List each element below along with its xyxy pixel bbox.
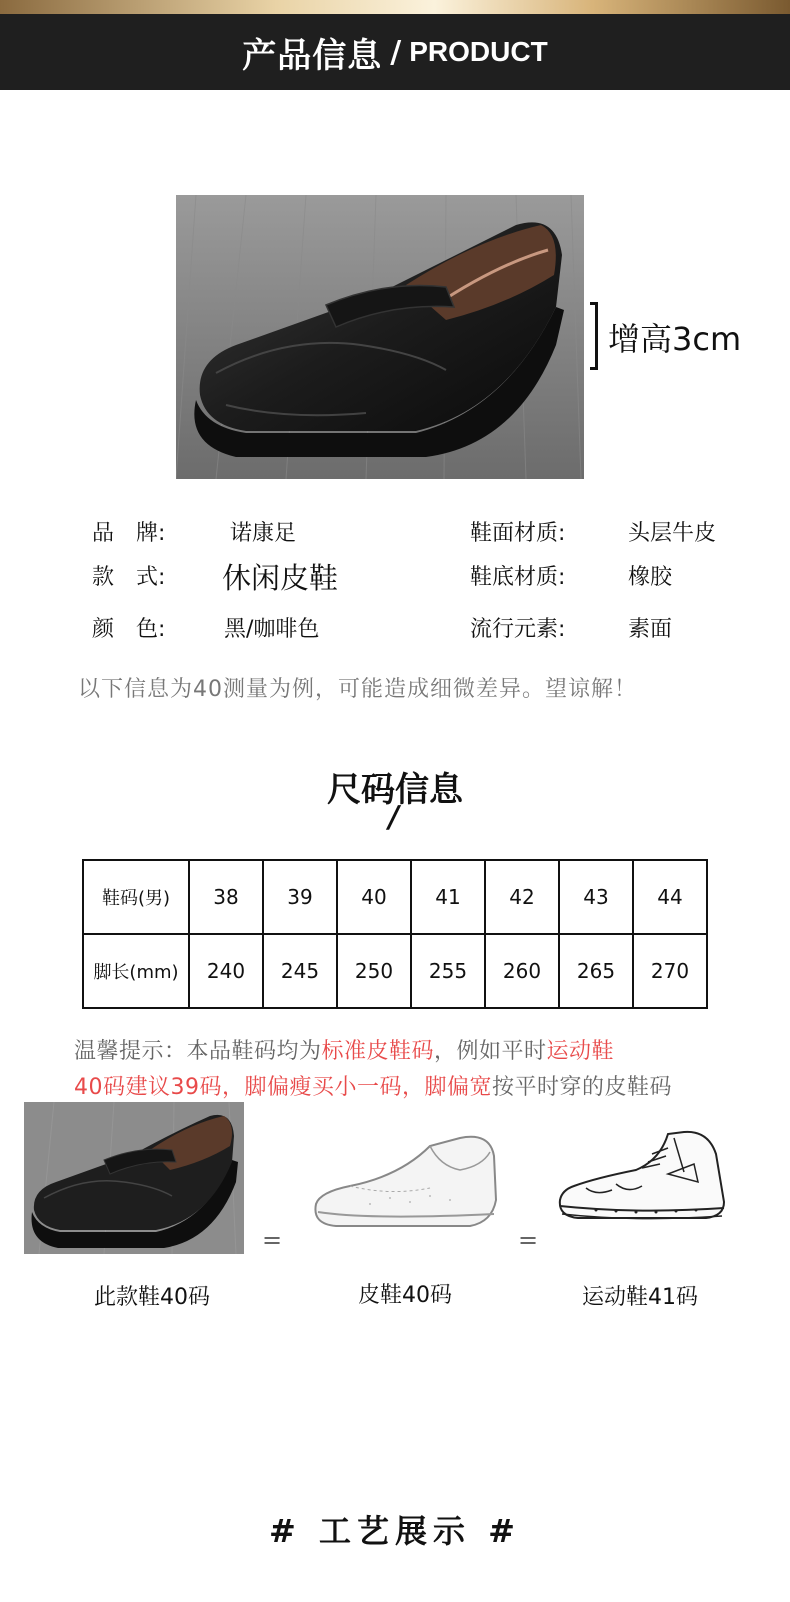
spec-sole-value: 橡胶 — [628, 565, 673, 590]
table-cell: 40 — [337, 860, 411, 934]
table-cell: 240 — [189, 934, 263, 1008]
size-table — [82, 859, 708, 1009]
caption-this-shoe: 此款鞋40码 — [94, 1285, 210, 1310]
heel-height-bracket — [590, 302, 598, 370]
spec-style-label: 款 式: — [92, 565, 166, 590]
tip-highlight: 运动鞋 — [546, 1039, 615, 1064]
table-cell: 39 — [263, 860, 337, 934]
spec-sole-label: 鞋底材质: — [470, 565, 566, 590]
equals-sign: = — [262, 1226, 283, 1254]
spec-element-label: 流行元素: — [470, 617, 566, 642]
table-row-head: 脚长(mm) — [83, 934, 189, 1008]
table-cell: 265 — [559, 934, 633, 1008]
spec-color-value: 黑/咖啡色 — [224, 617, 320, 642]
product-info-banner — [0, 14, 790, 90]
table-cell: 44 — [633, 860, 707, 934]
table-cell: 42 — [485, 860, 559, 934]
size-info-title: 尺码信息 — [327, 770, 463, 810]
spec-brand-label: 品 牌: — [92, 521, 166, 546]
table-cell: 250 — [337, 934, 411, 1008]
sneaker-sketch-icon — [556, 1124, 726, 1232]
spec-upper-label: 鞋面材质: — [470, 521, 566, 546]
sneaker-drawing — [556, 1124, 726, 1232]
table-cell: 43 — [559, 860, 633, 934]
table-cell: 260 — [485, 934, 559, 1008]
size-tip-line-2 — [74, 1070, 672, 1101]
tip-text: 按平时穿的皮鞋码 — [492, 1075, 673, 1100]
spec-style-value: 休闲皮鞋 — [222, 561, 339, 595]
this-shoe-photo — [24, 1102, 244, 1254]
caption-sneaker: 运动鞋41码 — [582, 1285, 698, 1310]
spec-brand-value: 诺康足 — [230, 521, 297, 546]
spec-upper-value: 头层牛皮 — [628, 521, 717, 546]
spec-color-label: 颜 色: — [92, 617, 166, 642]
size-info-slash: / — [384, 800, 403, 835]
table-cell: 245 — [263, 934, 337, 1008]
banner-title: 产品信息 — [242, 35, 383, 76]
table-cell: 270 — [633, 934, 707, 1008]
measurement-notice: 以下信息为40测量为例，可能造成细微差异。望谅解！ — [78, 677, 637, 702]
tip-text: 温馨提示：本品鞋码均为 — [74, 1039, 322, 1064]
table-row — [83, 934, 707, 1008]
size-tip-line-1 — [74, 1034, 614, 1065]
equals-sign: = — [518, 1226, 539, 1254]
spec-element-value: 素面 — [628, 617, 673, 642]
leather-shoe-drawing — [310, 1126, 498, 1230]
caption-leather-shoe: 皮鞋40码 — [358, 1283, 452, 1308]
heel-height-label: 增高3cm — [608, 320, 742, 358]
table-cell: 38 — [189, 860, 263, 934]
main-shoe-photo — [176, 195, 584, 479]
craft-section-title: # 工艺展示 # — [269, 1512, 521, 1550]
table-row — [83, 860, 707, 934]
table-row-head: 鞋码(男) — [83, 860, 189, 934]
table-cell: 41 — [411, 860, 485, 934]
top-gold-strip — [0, 0, 790, 14]
table-cell: 255 — [411, 934, 485, 1008]
banner-subtitle: PRODUCT — [409, 36, 548, 67]
tip-text: ，例如平时 — [434, 1039, 547, 1064]
leather-shoe-sketch-icon — [310, 1126, 498, 1230]
loafer-photo-icon — [24, 1102, 244, 1254]
tip-highlight: 40码建议39码，脚偏瘦买小一码，脚偏宽 — [74, 1075, 492, 1100]
tip-highlight: 标准皮鞋码 — [321, 1039, 435, 1064]
banner-separator: / — [390, 34, 402, 70]
loafer-photo-icon — [176, 195, 584, 479]
